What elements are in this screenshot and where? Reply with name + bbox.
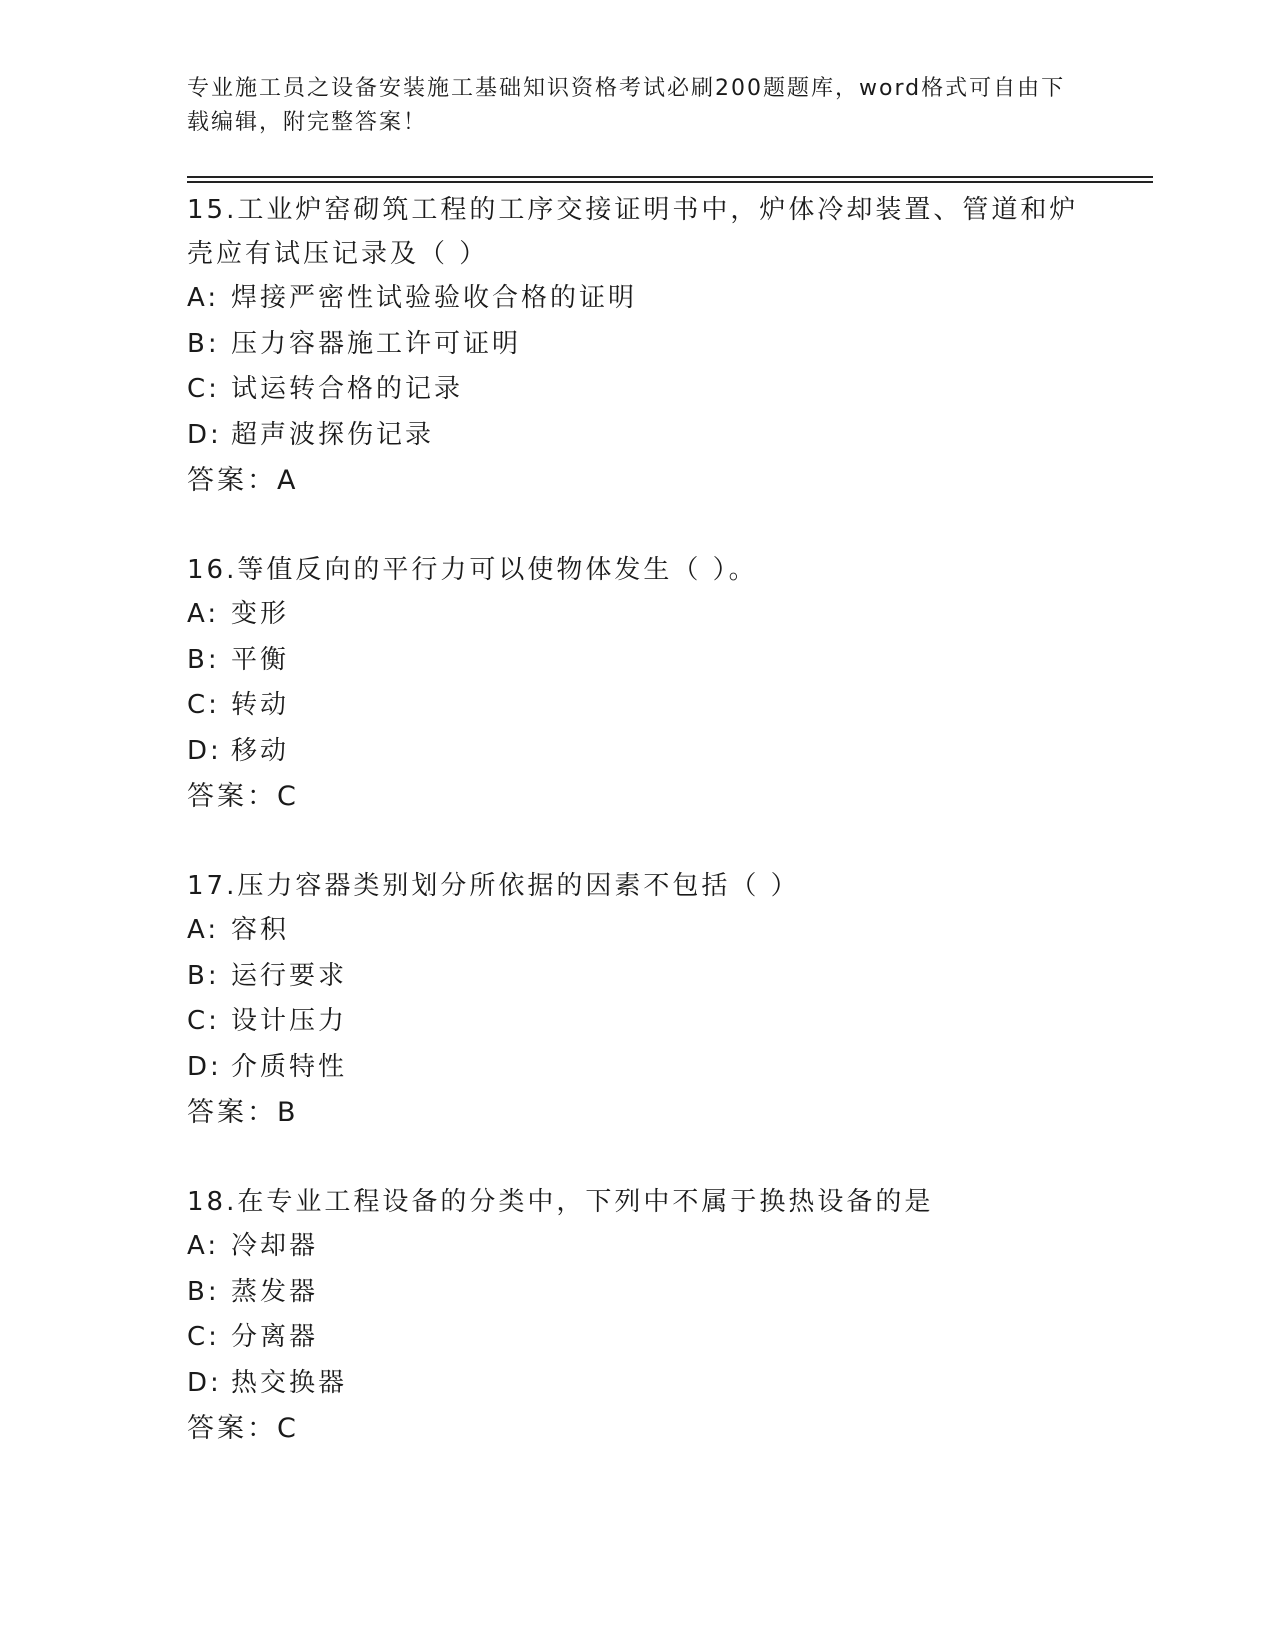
option-letter: A: <box>187 283 220 313</box>
question-stem: 18.在专业工程设备的分类中，下列中不属于换热设备的是 <box>187 1187 934 1217</box>
answer-line: 答案：B <box>187 1097 299 1128</box>
option-text: 压力容器施工许可证明 <box>231 328 522 359</box>
option-letter: D: <box>187 735 222 766</box>
option-text: 运行要求 <box>231 960 348 991</box>
question-item <box>187 188 1087 504</box>
question-item <box>187 1180 1087 1452</box>
option-b <box>187 954 1087 1000</box>
option-a <box>187 592 1087 638</box>
question-stem: 16.等值反向的平行力可以使物体发生（ ）。 <box>187 555 758 585</box>
option-d <box>187 1361 1087 1407</box>
option-letter: C: <box>187 690 220 720</box>
option-text: 平衡 <box>231 644 290 675</box>
option-b <box>187 638 1087 684</box>
option-letter: C: <box>187 1006 220 1036</box>
option-d <box>187 729 1087 775</box>
option-text: 冷却器 <box>231 1231 319 1261</box>
option-text: 分离器 <box>231 1322 319 1352</box>
option-text: 容积 <box>231 915 290 945</box>
option-letter: A: <box>187 1231 220 1261</box>
option-b <box>187 322 1087 368</box>
option-text: 变形 <box>231 599 290 629</box>
option-d <box>187 413 1087 459</box>
question-item <box>187 548 1087 820</box>
option-b <box>187 1270 1087 1316</box>
answer-line: 答案：C <box>187 781 299 812</box>
question-item <box>187 864 1087 1136</box>
option-text: 焊接严密性试验验收合格的证明 <box>231 283 638 313</box>
option-text: 设计压力 <box>231 1006 348 1036</box>
option-text: 试运转合格的记录 <box>231 374 464 404</box>
option-d <box>187 1045 1087 1091</box>
option-c <box>187 367 1087 413</box>
option-letter: A: <box>187 599 220 629</box>
option-letter: A: <box>187 915 220 945</box>
option-letter: D: <box>187 419 222 450</box>
question-stem: 15.工业炉窑砌筑工程的工序交接证明书中，炉体冷却装置、管道和炉壳应有试压记录及（ ） <box>187 195 1079 269</box>
answer-line: 答案：C <box>187 1413 299 1444</box>
option-letter: C: <box>187 374 220 404</box>
option-letter: C: <box>187 1322 220 1352</box>
option-c <box>187 683 1087 729</box>
option-text: 移动 <box>231 735 290 766</box>
option-letter: B: <box>187 644 220 675</box>
option-letter: B: <box>187 1276 220 1307</box>
option-letter: D: <box>187 1367 222 1398</box>
answer-line: 答案：A <box>187 465 299 496</box>
option-letter: B: <box>187 328 220 359</box>
option-text: 蒸发器 <box>231 1276 319 1307</box>
question-stem: 17.压力容器类别划分所依据的因素不包括（ ） <box>187 871 800 901</box>
header-divider-bottom <box>187 181 1153 183</box>
option-a <box>187 908 1087 954</box>
option-text: 转动 <box>231 690 290 720</box>
header-divider-top <box>187 176 1153 178</box>
option-c <box>187 999 1087 1045</box>
option-a <box>187 276 1087 322</box>
option-text: 超声波探伤记录 <box>231 419 435 450</box>
option-text: 介质特性 <box>231 1051 348 1082</box>
option-letter: D: <box>187 1051 222 1082</box>
option-text: 热交换器 <box>231 1367 348 1398</box>
question-list <box>187 188 1087 1496</box>
document-header: 专业施工员之设备安装施工基础知识资格考试必刷200题题库，word格式可自由下载编辑，附完整答案！ <box>187 76 1066 135</box>
option-letter: B: <box>187 960 220 991</box>
option-a <box>187 1224 1087 1270</box>
option-c <box>187 1315 1087 1361</box>
